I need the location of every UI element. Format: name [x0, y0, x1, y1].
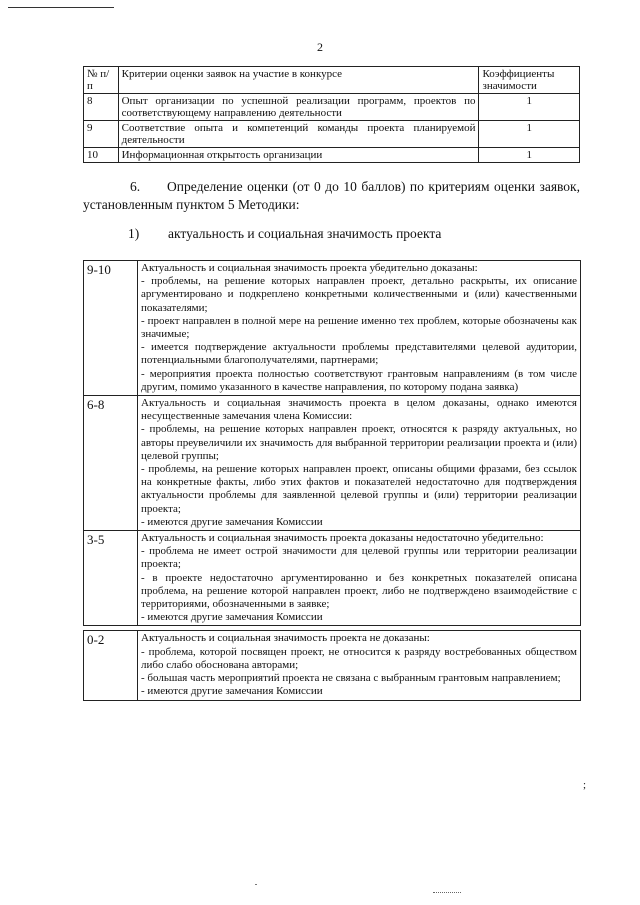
score-line: Актуальность и социальная значимость проекта не доказаны:: [141, 632, 430, 645]
score-line: - имеются другие замечания Комиссии: [141, 685, 323, 698]
score-range: 0-2: [84, 631, 138, 700]
score-description: [138, 631, 581, 700]
paragraph-6: 6. Определение оценки (от 0 до 10 баллов) по критериям оценки заявок, установленным пунктом 5 Методики:: [83, 179, 580, 212]
table-row: [84, 94, 580, 121]
header-num: № п/п: [84, 67, 119, 94]
footer-mark: [433, 892, 461, 893]
score-line: - проблемы, на решение которых направлен проект, относятся к разряду актуальных, но авторы преувеличили их значимость для выбранной территории реализации проекта и (или) целевой группы;: [141, 423, 577, 462]
score-row: [84, 531, 581, 626]
header-criteria: Критерии оценки заявок на участие в конкурсе: [118, 67, 479, 94]
score-line: Актуальность и социальная значимость проекта доказаны недостаточно убедительно:: [141, 532, 544, 545]
score-table: [83, 260, 581, 701]
score-line: - мероприятия проекта полностью соответствуют грантовым направлениям (в том числе другим, помимо указанного в качестве направления, по которому подана заявка): [141, 367, 577, 393]
criteria-table: [83, 66, 580, 163]
subheading: [128, 226, 441, 242]
row-num: 9: [84, 121, 119, 148]
header-rule-2: [96, 7, 114, 8]
score-line: - имеется подтверждение актуальности проблемы представителями целевой аудитории, потенциальными благополучателями, партнерами;: [141, 341, 577, 367]
row-coef: 1: [479, 148, 580, 163]
row-criteria: Информационная открытость организации: [118, 148, 479, 163]
scan-artifact: [255, 884, 257, 885]
score-line: - проблема, которой посвящен проект, не относится к разряду востребованных обществом либо слабо обоснована авторами;: [141, 645, 577, 671]
score-line: - проблемы, на решение которых направлен проект, детально раскрыты, их описание аргументировано и подкреплено конкретными количественными и (или) качественными показателями;: [141, 275, 577, 314]
header-coef: Коэффициенты значимости: [479, 67, 580, 94]
row-criteria: Опыт организации по успешной реализации программ, проектов по соответствующему направлению деятельности: [118, 94, 479, 121]
score-line: Актуальность и социальная значимость проекта убедительно доказаны:: [141, 262, 478, 274]
score-line: - имеются другие замечания Комиссии: [141, 515, 323, 528]
row-criteria: Соответствие опыта и компетенций команды проекта планируемой деятельности: [118, 121, 479, 148]
subheading-text: актуальность и социальная значимость проекта: [168, 226, 442, 241]
score-line: - проект направлен в полной мере на решение именно тех проблем, которые обозначены как значимые;: [141, 314, 577, 341]
trailing-semicolon: ;: [583, 779, 587, 791]
score-line: - имеются другие замечания Комиссии: [141, 611, 323, 624]
score-row: [84, 631, 581, 700]
score-row: [84, 261, 581, 396]
score-line: - проблема не имеет острой значимости для целевой группы или территории реализации проекта;: [141, 545, 577, 571]
row-coef: 1: [479, 121, 580, 148]
criteria-table-header: [84, 67, 580, 94]
score-description: [138, 396, 581, 531]
table-row: [84, 121, 580, 148]
subheading-number: 1): [128, 226, 140, 241]
row-num: 8: [84, 94, 119, 121]
score-range: 3-5: [84, 531, 138, 626]
row-coef: 1: [479, 94, 580, 121]
score-range: 9-10: [84, 261, 138, 396]
score-line: - в проекте недостаточно аргументированно и без конкретных показателей описана проблема, на решение которой направлен проект, либо не подтверждено взаимодействие с территориями, обозначенными в заявке;: [141, 571, 577, 611]
score-range: 6-8: [84, 396, 138, 531]
score-description: [138, 261, 581, 396]
score-line: - проблемы, на решение которых направлен проект, описаны общими фразами, без ссылок на конкретные факты, либо этих фактов и показателей недостаточно для подтверждения актуальности проблемы для заявленной целевой группы и (или) территории реализации проекта;: [141, 463, 577, 515]
table-row: [84, 148, 580, 163]
score-description: [138, 531, 581, 626]
score-line: Актуальность и социальная значимость проекта в целом доказаны, однако имеются несущественные замечания члена Комиссии:: [141, 397, 577, 423]
row-num: 10: [84, 148, 119, 163]
page-number: 2: [317, 40, 323, 54]
score-line: - большая часть мероприятий проекта не связана с выбранным грантовым направлением;: [141, 672, 561, 685]
score-row: [84, 396, 581, 531]
